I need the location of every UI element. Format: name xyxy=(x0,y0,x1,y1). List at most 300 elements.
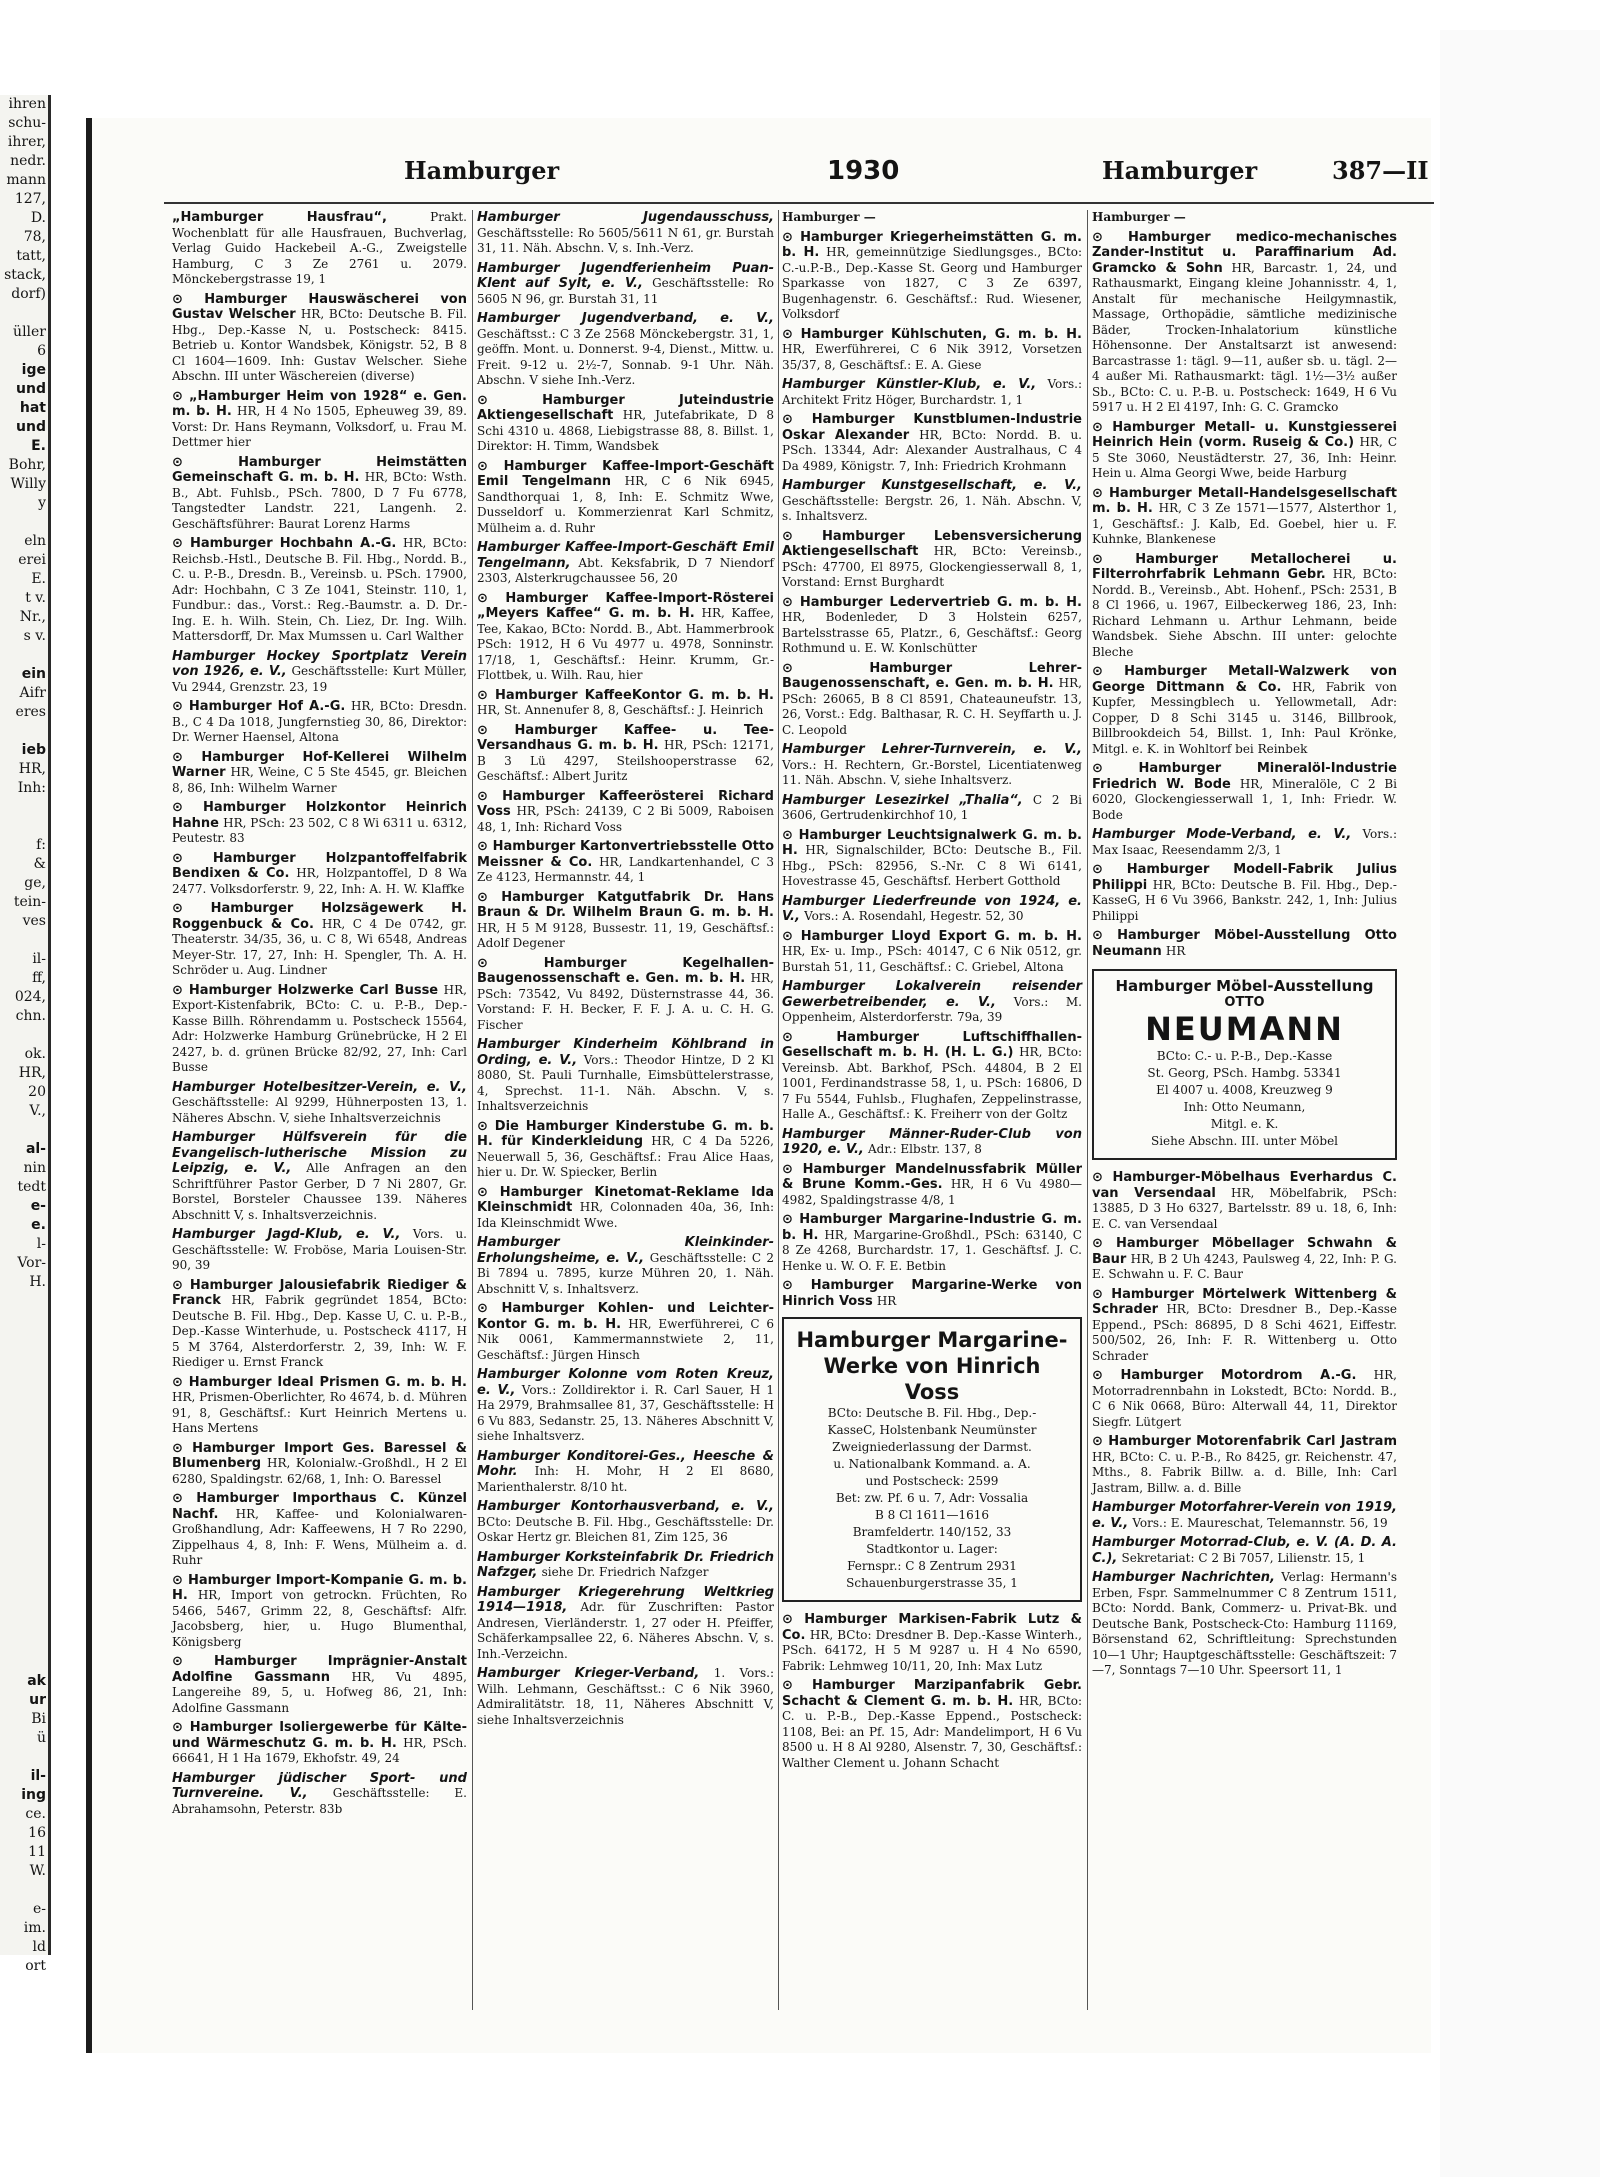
entry-details: HR, BCto: Dresdner B., Dep.-Kasse Eppend., PSch: 86895, D 8 Schi 4621, Eiffestr. 500/502, 26, Inh: F. R. Wittenberg u. Otto Schrader xyxy=(1092,1302,1397,1363)
entry-details: HR, Margarine-Großhdl., PSch: 63140, C 8 Ze 4268, Burchardstr. 17, 1. Geschäftsf. J. C. Henke u. W. O. F. E. Betbin xyxy=(782,1227,1082,1273)
entry-name: Hamburger Krieger-Verband, xyxy=(477,1666,700,1681)
entry-name: ⊙ Hamburger Lehrer-Baugenossenschaft, e. Gen. m. b. H. xyxy=(782,660,1082,691)
entry-name: Hamburger Kolonne vom Roten Kreuz, e. V., xyxy=(477,1367,774,1398)
directory-entry xyxy=(782,595,1082,657)
edge-fragment xyxy=(0,1425,48,1444)
directory-entry xyxy=(782,1212,1082,1274)
entry-details: HR, Ex- u. Imp., PSch: 40147, C 6 Nik 0512, gr. Burstah 51, 11, Geschäftsf.: C. Griebel, Altona xyxy=(782,944,1082,974)
column-divider xyxy=(472,210,473,2010)
entry-details: Adr. für Zuschriften: Pastor Andresen, Vierländerstr. 1, 27 oder H. Pfeiffer, Schäferkampsallee 22, 6. Näheres Abschn. V, s. Inh.-Verzeichn. xyxy=(477,1600,774,1661)
edge-fragment: mann xyxy=(6,172,46,188)
directory-entry xyxy=(172,1375,467,1437)
edge-fragment: 6 xyxy=(37,343,46,359)
edge-fragment: ihrer, xyxy=(7,134,46,150)
edge-fragment: E. xyxy=(31,438,46,454)
edge-fragment xyxy=(0,304,48,323)
edge-fragment: & xyxy=(33,856,46,872)
entry-name: ⊙ Hamburger Kinetomat-Reklame Ida Kleinschmidt xyxy=(477,1184,774,1215)
directory-entry xyxy=(1092,420,1397,482)
entry-details: HR, PSch: 24139, C 2 Bi 5009, Raboisen 48, 1, Inh: Richard Voss xyxy=(477,804,774,834)
entry-name: ⊙ Hamburger Mineralöl-Industrie Friedrich W. Bode xyxy=(1092,761,1397,792)
edge-fragment xyxy=(0,1995,48,2014)
entry-name: ⊙ Hamburger Jalousiefabrik Riediger & Franck xyxy=(172,1277,467,1308)
directory-entry xyxy=(1092,1236,1397,1283)
entry-name: ⊙ Hamburger Import Ges. Baressel & Blumenberg xyxy=(172,1440,467,1471)
entry-name: Hamburger Jugendausschuss, xyxy=(477,210,774,225)
column-1 xyxy=(172,210,467,2020)
directory-entry xyxy=(1092,486,1397,548)
edge-fragment: nin xyxy=(23,1160,46,1176)
directory-entry xyxy=(1092,1500,1397,1531)
directory-entry xyxy=(172,649,467,696)
running-head-right: Hamburger xyxy=(1102,156,1258,185)
entry-details: HR, Ewerführerei, C 6 Nik 0061, Kammermannstwiete 2, 11, Geschäftsf.: Jürgen Hinsch xyxy=(477,1316,774,1362)
entry-details: Geschäftsstelle: C 2 Bi 7894 u. 7895, kurze Mühren 20, 1. Näh. Abschnitt V, s. Inhaltsverz. xyxy=(477,1250,774,1296)
entry-details: HR, Landkartenhandel, C 3 Ze 4123, Hermannstr. 44, 1 xyxy=(477,854,775,884)
edge-fragment: Inh: xyxy=(17,780,46,796)
entry-name: Hamburger Motorfahrer-Verein von 1919, e. V., xyxy=(1092,1500,1397,1531)
edge-fragment: im. xyxy=(23,1920,46,1936)
entry-details: Vors.: M. Oppenheim, Alsterdorferstr. 79a, 39 xyxy=(782,994,1082,1024)
entry-name: ⊙ Hamburger Isoliergewerbe für Kälte- und Wärmeschutz G. m. b. H. xyxy=(172,1720,467,1751)
ad-line: BCto: C.- u. P.-B., Dep.-Kasse xyxy=(1156,1049,1333,1063)
entry-details: HR, BCto: Deutsche B. Fil. Hbg., Dep.-KasseG, H 6 Vu 3966, Bankstr. 242, 1, Inh: Julius Philippi xyxy=(1092,877,1397,923)
entry-name: ⊙ „Hamburger Heim von 1928“ e. Gen. m. b. H. xyxy=(172,388,467,419)
directory-entry xyxy=(477,1367,774,1445)
entry-name: Hamburger Kleinkinder-Erholungsheime, e. V., xyxy=(477,1235,774,1266)
directory-entry xyxy=(782,828,1082,890)
directory-entry xyxy=(172,1771,467,1818)
edge-fragment: ü xyxy=(36,1730,46,1746)
entry-details: Vors.: E. Maureschat, Telemannstr. 56, 19 xyxy=(1132,1515,1388,1530)
edge-fragment: Aifr xyxy=(19,685,46,701)
edge-fragment xyxy=(0,1539,48,1558)
ad-line: und Postscheck: 2599 xyxy=(865,1474,999,1488)
entry-name: Hamburger Korksteinfabrik Dr. Friedrich Nafzger, xyxy=(477,1549,774,1580)
entry-name: Hamburger jüdischer Sport- und Turnvereine. V., xyxy=(172,1770,467,1801)
entry-name: ⊙ Hamburger Markisen-Fabrik Lutz & Co. xyxy=(782,1612,1082,1643)
directory-entry xyxy=(1092,1434,1397,1496)
entry-details: Vors.: A. Rosendahl, Hegestr. 52, 30 xyxy=(804,909,1024,923)
edge-fragment: ge, xyxy=(24,875,46,891)
column-2 xyxy=(477,210,774,2020)
edge-fragment: eres xyxy=(15,704,46,720)
entry-name: Hamburger Kinderheim Köhlbrand in Ording, e. V., xyxy=(477,1037,774,1068)
entry-name: ⊙ Hamburger Möbellager Schwahn & Baur xyxy=(1092,1236,1397,1267)
entry-details: C 2 Bi 3606, Gertrudenkirchhof 10, 1 xyxy=(782,792,1082,822)
edge-fragment: 11 xyxy=(28,1844,46,1860)
entry-name: ⊙ Hamburger Holzpantoffelfabrik Bendixen & Co. xyxy=(172,850,467,881)
entry-name: ⊙ Hamburger Kohlen- und Leichter-Kontor G. m. b. H. xyxy=(477,1301,774,1332)
furniture-advertisement xyxy=(1092,969,1397,1160)
edge-fragment: 20 xyxy=(28,1084,46,1100)
entry-details: HR, BCto: Deutsche B. Fil. Hbg., Dep.-Kasse N, u. Postscheck: 8415. Betrieb u. Kontor Wandsbek, Königstr. 52, B 8 Cl 1604—1609. Inh: Gustav Welscher. Siehe Abschn. III unter Wäschereien (diverse) xyxy=(172,307,467,383)
edge-fragment xyxy=(0,1406,48,1425)
column-subheader: Hamburger — xyxy=(1092,210,1186,224)
edge-fragment: E. xyxy=(31,571,46,587)
directory-entry xyxy=(172,455,467,533)
entry-name: Hamburger Konditorei-Ges., Heesche & Mohr. xyxy=(477,1448,774,1479)
directory-entry xyxy=(477,210,774,257)
directory-entry xyxy=(1092,928,1397,959)
year-label: 1930 xyxy=(827,156,900,186)
edge-fragment: tein- xyxy=(13,894,46,910)
entry-name: Hamburger Lehrer-Turnverein, e. V., xyxy=(782,742,1082,757)
entry-name: ⊙ Hamburger Möbel-Ausstellung Otto Neumann xyxy=(1092,928,1397,959)
edge-fragment xyxy=(0,2090,48,2109)
edge-fragment xyxy=(0,798,48,817)
directory-entry xyxy=(477,723,774,785)
ad-line: Bet: zw. Pf. 6 u. 7, Adr: Vossalia xyxy=(835,1491,1029,1505)
entry-name: Hamburger Hülfsverein für die Evangelisch-lutherische Mission zu Leipzig, e. V., xyxy=(172,1130,467,1176)
entry-details: HR, B 2 Uh 4243, Paulsweg 4, 22, Inh: P. G. E. Schwahn u. F. C. Baur xyxy=(1092,1251,1397,1281)
entry-details: Prakt. Wochenblatt für alle Hausfrauen, Buchverlag, Verlag Guido Hackebeil A.-G., Zweigstelle Hamburg, C 3 Ze 2761 u. 2079. Mönckebergstrasse 19, 1 xyxy=(172,210,467,286)
edge-fragment xyxy=(0,1330,48,1349)
directory-entry xyxy=(172,983,467,1076)
edge-fragment xyxy=(0,931,48,950)
directory-entry xyxy=(477,688,774,719)
directory-entry xyxy=(782,1030,1082,1123)
directory-entry xyxy=(1092,1570,1397,1679)
entry-name: ⊙ Hamburger Kaffee-Import-Geschäft Emil Tengelmann xyxy=(477,458,774,489)
directory-entry xyxy=(172,389,467,451)
entry-name: ⊙ Hamburger Kaffeerösterei Richard Voss xyxy=(477,788,774,819)
edge-fragment xyxy=(0,513,48,532)
edge-fragment: f: xyxy=(36,837,46,853)
directory-entry xyxy=(477,890,774,952)
ad-line: KasseC, Holstenbank Neumünster xyxy=(827,1423,1037,1437)
entry-details: HR, PSch. 66641, H 1 Ha 1679, Ekhofstr. 49, 24 xyxy=(172,1735,467,1765)
entry-details: HR, PSch: 12171, B 3 Lü 4297, Steilshooperstrasse 62, Geschäftsf.: Albert Juritz xyxy=(477,738,774,783)
edge-fragment: dorf) xyxy=(11,286,46,302)
entry-name: ⊙ Hamburger Mandelnussfabrik Müller & Brune Komm.-Ges. xyxy=(782,1161,1082,1192)
edge-fragment: schu- xyxy=(8,115,46,131)
ad-line: Schauenburgerstrasse 35, 1 xyxy=(846,1576,1018,1590)
entry-name: Hamburger Männer-Ruder-Club von 1920, e. V., xyxy=(782,1126,1082,1157)
edge-fragment: HR, xyxy=(18,1065,46,1081)
edge-fragment: nedr. xyxy=(10,153,46,169)
directory-entry xyxy=(1092,1170,1397,1232)
entry-name: ⊙ Hamburger Lebensversicherung Aktiengesellschaft xyxy=(782,528,1082,559)
entry-name: ⊙ Hamburger Motorenfabrik Carl Jastram xyxy=(1092,1434,1397,1449)
entry-name: ⊙ Hamburger Lloyd Export G. m. b. H. xyxy=(782,928,1082,944)
ad-line: Mitgl. e. K. xyxy=(1210,1117,1279,1131)
edge-fragment: il- xyxy=(32,951,46,967)
edge-fragment xyxy=(0,646,48,665)
edge-fragment xyxy=(0,1368,48,1387)
ad-line: Inh: Otto Neumann, xyxy=(1183,1100,1306,1114)
edge-fragment xyxy=(0,2128,48,2147)
entry-details: HR, Signalschilder, BCto: Deutsche B., Fil. Hbg., PSch: 82956, S.-Nr. C 8 Wi 6141, Hovestrasse 45, Geschäftsf. Herbert Gotthold xyxy=(782,843,1082,888)
entry-name: Hamburger Jagd-Klub, e. V., xyxy=(172,1227,401,1242)
edge-fragment: ak xyxy=(27,1673,46,1689)
edge-fragment: s v. xyxy=(23,628,46,644)
directory-entry xyxy=(477,1301,774,1363)
directory-entry xyxy=(782,327,1082,374)
edge-fragment xyxy=(0,1881,48,1900)
entry-details: BCto: Deutsche B. Fil. Hbg., Geschäftsstelle: Dr. Oskar Hertz gr. Bleichen 81, Zim 125, 36 xyxy=(477,1514,774,1544)
edge-fragment: 78, xyxy=(23,229,46,245)
entry-name: ⊙ Hamburger Import-Kompanie G. m. b. H. xyxy=(172,1572,467,1603)
edge-fragment xyxy=(0,2052,48,2071)
edge-fragment: erei xyxy=(18,552,46,568)
entry-details: Geschäftsst.: C 3 Ze 2568 Mönckebergstr. 31, 1, geöffn. Mont. u. Donnerst. 9-4, Dienst., Mittw. u. Freit. 9-12 u. 2½-7, Sonnab. 9-1 Uhr. Näh. Abschn. V siehe Inh.-Verz. xyxy=(477,326,774,387)
entry-details: HR, Kaffee- und Kolonialwaren-Großhandlung, Adr: Kaffeewens, H 7 Ro 2290, Zippelhaus 4, 8, Inh: F. Wens, Mülheim a. d. Ruhr xyxy=(172,1506,467,1567)
edge-fragment: ld xyxy=(32,1939,46,1955)
ad-title-line: Werke von Hinrich Voss xyxy=(823,1354,1041,1404)
edge-fragment xyxy=(0,1520,48,1539)
edge-fragment: e- xyxy=(30,1198,46,1214)
edge-fragment: ves xyxy=(22,913,46,929)
edge-fragment: V., xyxy=(29,1103,46,1119)
entry-details: HR, Ewerführerei, C 6 Nik 3912, Vorsetzen 35/37, 8, Geschäftsf.: E. A. Giese xyxy=(782,342,1082,372)
entry-details: Vors.: Theodor Hintze, D 2 Kl 8080, St. Pauli Turnhalle, Eimsbüttelerstrasse, 4, Sprechst. 11-1. Näh. Abschn. V, s. Inhaltsverzeichnis xyxy=(477,1052,774,1113)
entry-details: HR, C 3 Ze 1571—1577, Alsterthor 1, 1, Geschäftsf.: J. Kalb, Ed. Goebel, hier u. F. Kuhnke, Blankenese xyxy=(1092,501,1397,546)
directory-entry xyxy=(172,1227,467,1274)
directory-entry xyxy=(477,1119,774,1181)
previous-page-edge xyxy=(0,95,51,1974)
edge-fragment: tedt xyxy=(17,1179,46,1195)
directory-entry xyxy=(1092,1368,1397,1430)
directory-entry xyxy=(477,789,774,836)
directory-entry xyxy=(782,230,1082,323)
entry-details: HR, BCto: Dresdn. B., C 4 Da 1018, Jungfernstieg 30, 86, Direktor: Dr. Werner Haensel, Altona xyxy=(172,699,467,744)
entry-details: HR, Holzpantoffel, D 8 Wa 2477. Volksdorferstr. 9, 22, Inh: A. H. W. Klaffke xyxy=(172,866,468,896)
ad-line: Bramfeldertr. 140/152, 33 xyxy=(852,1525,1012,1539)
directory-entry xyxy=(782,793,1082,824)
edge-fragment: al- xyxy=(25,1141,46,1157)
directory-entry xyxy=(1092,1287,1397,1365)
edge-fragment: 127, xyxy=(14,191,46,207)
ad-first-name: OTTO xyxy=(1224,994,1265,1010)
entry-name: ⊙ Hamburger Kühlschuten, G. m. b. H. xyxy=(782,326,1082,342)
edge-fragment: und xyxy=(16,381,46,397)
entry-details: Sekretariat: C 2 Bi 7057, Lilienstr. 15, 1 xyxy=(1121,1550,1366,1565)
edge-fragment: ein xyxy=(21,666,46,682)
ad-line: BCto: Deutsche B. Fil. Hbg., Dep.- xyxy=(827,1406,1037,1420)
directory-entry xyxy=(172,699,467,746)
entry-details: HR, Möbelfabrik, PSch: 13885, D 3 Ho 6327, Bartelsstr. 89 u. 18, 6, Inh: E. C. van Versendaal xyxy=(1092,1185,1397,1231)
entry-name: ⊙ Hamburger Kaffee-Import-Rösterei „Meyers Kaffee“ G. m. b. H. xyxy=(477,590,774,621)
margarine-advertisement xyxy=(782,1317,1082,1602)
edge-fragment: HR, xyxy=(18,761,46,777)
entry-name: Hamburger Lokalverein reisender Gewerbetreibender, e. V., xyxy=(782,979,1082,1010)
edge-fragment: W. xyxy=(29,1863,46,1879)
edge-fragment: ing xyxy=(21,1787,46,1803)
entry-details: siehe Dr. Friedrich Nafzger xyxy=(541,1565,709,1579)
edge-fragment: hat xyxy=(19,400,46,416)
entry-details: HR, BCto: Vereinsb., PSch: 47700, El 8975, Glockengiesserwall 8, 1, Vorstand: Ernst Burghardt xyxy=(782,544,1082,589)
column-divider xyxy=(1087,210,1088,2010)
edge-fragment: l- xyxy=(36,1236,46,1252)
edge-fragment xyxy=(0,1349,48,1368)
entry-name: ⊙ Hamburger Imprägnier-Anstalt Adolfine Gassmann xyxy=(172,1654,467,1685)
directory-entry xyxy=(782,1678,1082,1771)
directory-entry xyxy=(782,377,1082,408)
entry-details: HR, St. Annenufer 8, 8, Geschäftsf.: J. Heinrich xyxy=(477,703,764,717)
edge-fragment xyxy=(0,2147,48,2166)
directory-entry xyxy=(172,1080,467,1127)
directory-page xyxy=(86,118,1431,2053)
entry-details: Geschäftsstelle: Ro 5605 N 96, gr. Burstah 31, 11 xyxy=(477,276,774,306)
entry-name: Hamburger Mode-Verband, e. V., xyxy=(1092,827,1352,842)
directory-entry xyxy=(477,1185,774,1232)
ad-surname: NEUMANN xyxy=(1145,1010,1344,1048)
entry-details: HR, H 5 M 9128, Bussestr. 11, 19, Geschäftsf.: Adolf Degener xyxy=(477,920,774,950)
entry-name: ⊙ Hamburger Holzsägewerk H. Roggenbuck & Co. xyxy=(172,901,467,932)
edge-fragment: ihren xyxy=(8,96,46,112)
entry-name: ⊙ Hamburger Metall- u. Kunstgiesserei Heinrich Hein (vorm. Ruseig & Co.) xyxy=(1092,419,1397,450)
entry-name: ⊙ Hamburger Katgutfabrik Dr. Hans Braun & Dr. Wilhelm Braun G. m. b. H. xyxy=(477,889,774,920)
entry-details: HR, BCto: Wsth. B., Abt. Fuhlsb., PSch. 7800, D 7 Fu 6778, Tangstedter Landstr. 221, Langenh. 2. Geschäftsführer: Baurat Lorenz Harms xyxy=(172,470,467,531)
directory-entry xyxy=(782,1278,1082,1309)
edge-fragment xyxy=(0,2014,48,2033)
directory-entry xyxy=(477,839,774,886)
entry-name: ⊙ Hamburger Kartonvertriebsstelle Otto Meissner & Co. xyxy=(477,839,774,870)
entry-name: ⊙ Hamburger Modell-Fabrik Julius Philippi xyxy=(1092,862,1397,893)
directory-entry xyxy=(172,1573,467,1651)
entry-name: ⊙ Hamburger Mörtelwerk Wittenberg & Schrader xyxy=(1092,1286,1397,1317)
entry-details: HR, H 6 Vu 4980—4982, Spaldingstrasse 4/8, 1 xyxy=(782,1177,1082,1207)
entry-name: ⊙ Hamburger Hauswäscherei von Gustav Welscher xyxy=(172,291,467,322)
entry-details: HR, Kolonialw.-Großhdl., H 2 El 6280, Spaldingstr. 62/68, 1, Inh: O. Baressel xyxy=(172,1456,467,1486)
entry-details: HR xyxy=(1165,943,1186,958)
edge-fragment: ieb xyxy=(21,742,46,758)
edge-fragment xyxy=(0,817,48,836)
ad-line: Zweigniederlassung der Darmst. xyxy=(832,1440,1032,1454)
edge-fragment xyxy=(0,1653,48,1672)
entry-details: Abt. Keksfabrik, D 7 Niendorf 2303, Alsterkrugchaussee 56, 20 xyxy=(477,555,774,585)
directory-entry xyxy=(172,901,467,979)
ad-title-line: Hamburger Margarine- xyxy=(796,1328,1068,1352)
entry-name: ⊙ Hamburger KaffeeKontor G. m. b. H. xyxy=(477,687,774,703)
entry-details: Geschäftsstelle: Al 9299, Hühnerposten 13, 1. Näheres Abschn. V, siehe Inhaltsverzeichnis xyxy=(172,1095,467,1125)
directory-entry xyxy=(477,1550,774,1581)
entry-details: Adr.: Elbstr. 137, 8 xyxy=(867,1142,982,1156)
directory-entry xyxy=(172,536,467,645)
entry-details: HR, Fabrik gegründet 1854, BCto: Deutsche B. Fil. Hbg., Dep. Kasse U, C. u. P.-B., Dep.-Kasse Winterhude, u. Postscheck 4117, H 5 M 3764, Alsterdorferstr. 2, 39, Inh: W. F. Riediger u. Ernst Franck xyxy=(172,1293,467,1369)
directory-entry xyxy=(477,311,774,389)
edge-fragment xyxy=(0,1976,48,1995)
edge-fragment: t v. xyxy=(25,590,46,606)
entry-name: Hamburger Jugendferienheim Puan-Klent auf Sylt, e. V., xyxy=(477,260,774,291)
edge-fragment xyxy=(0,722,48,741)
entry-details: HR, Colonnaden 40a, 36, Inh: Ida Kleinschmidt Wwe. xyxy=(477,1200,774,1230)
directory-entry xyxy=(172,1441,467,1488)
edge-fragment xyxy=(0,1463,48,1482)
directory-entry xyxy=(1092,827,1397,858)
directory-entry xyxy=(477,1499,774,1546)
entry-name: ⊙ Hamburger Holzkontor Heinrich Hahne xyxy=(172,800,467,831)
directory-entry xyxy=(477,261,774,308)
directory-entry xyxy=(172,1130,467,1223)
entry-name: ⊙ Hamburger Leuchtsignalwerk G. m. b. H. xyxy=(782,827,1082,858)
directory-entry xyxy=(172,800,467,847)
entry-name: Hamburger Kaffee-Import-Geschäft Emil Tengelmann, xyxy=(477,540,774,571)
entry-details: HR, C 5 Ste 3060, Neustädterstr. 27, 36, Inh: Heinr. Hein u. Alma Georgi Wwe, beide Harburg xyxy=(1092,435,1397,480)
directory-entry xyxy=(477,956,774,1034)
scan-margin xyxy=(1440,30,1600,2177)
directory-entry xyxy=(172,1491,467,1569)
edge-fragment: Bohr, xyxy=(8,457,46,473)
edge-fragment xyxy=(0,1558,48,1577)
entry-name: Hamburger Kriegerehrung Weltkrieg 1914—1918, xyxy=(477,1584,774,1615)
entry-name: Hamburger Künstler-Klub, e. V., xyxy=(782,377,1037,392)
entry-details: HR, BCto: Reichsb.-Hstl., Deutsche B. Fil. Hbg., Nordd. B., C. u. P.-B., Dresdn. B., Vereinsb. u. PSch. 17900, Adr: Hochbahn, C 3 Ze 1041, Steinstr. 110, 1, Fundbur.: das., Vorst.: Reg.-Baumstr. a. D. Dr.-Ing. E. h. Wilh. Stein, Ch. Liez, Dr. Ing. Wilh. Mattersdorff, Dr. Max Mumssen u. Carl Walther xyxy=(172,536,467,643)
directory-entry xyxy=(782,742,1082,789)
running-head-left: Hamburger xyxy=(404,156,560,185)
page-number: 387—II xyxy=(1332,156,1429,185)
directory-entry xyxy=(477,459,774,537)
entry-details: HR, Prismen-Oberlichter, Ro 4674, b. d. Mühren 91, 8, Geschäftsf.: Kurt Heinrich Mertens u. Hans Mertens xyxy=(172,1390,467,1435)
directory-entry xyxy=(1092,1535,1397,1566)
edge-fragment: Vor- xyxy=(17,1255,46,1271)
entry-details: HR, H 4 No 1505, Epheuweg 39, 89. Vorst: Dr. Hans Reymann, Volksdorf, u. Frau M. Dettmer hier xyxy=(172,404,467,449)
entry-details: Vors.: Zolldirektor i. R. Carl Sauer, H 1 Ha 2979, Brahmsallee 81, 37, Geschäftsstelle: H 6 Vu 883, Sedanstr. 25, 13. Näheres Abschnitt V, siehe Inhaltsverz. xyxy=(477,1382,775,1443)
entry-name: ⊙ Hamburger Hof A.-G. xyxy=(172,699,346,714)
entry-name: ⊙ Hamburger Juteindustrie Aktiengesellschaft xyxy=(477,392,774,423)
entry-name: ⊙ Hamburger Heimstätten Gemeinschaft G. m. b. H. xyxy=(172,454,467,485)
entry-details: HR, Jutefabrikate, D 8 Schi 4310 u. 4868, Liebigstrasse 88, 8. Billst. 1, Direktor: H. Timm, Wandsbek xyxy=(477,408,774,453)
directory-entry xyxy=(477,1037,774,1115)
ad-line: Siehe Abschn. III. unter Möbel xyxy=(1150,1134,1339,1148)
directory-entry xyxy=(1092,664,1397,757)
entry-details: HR, BCto: Vereinsb. Abt. Barkhof, PSch. 44804, B 2 El 1001, Ferdinandstrasse 58, 1, u. PSch: 16806, D 7 Fu 5544, Fuhlsb., Flughafen, Zeppelinstrasse, Halle A., Geschäftsf.: K. Freiherr von der Goltz xyxy=(782,1045,1082,1121)
directory-entry xyxy=(477,591,774,684)
edge-fragment: Bi xyxy=(31,1711,46,1727)
entry-name: ⊙ Hamburger Margarine-Werke von Hinrich Voss xyxy=(782,1278,1082,1309)
entry-name: ⊙ Hamburger Holzwerke Carl Busse xyxy=(172,982,439,998)
directory-entry xyxy=(782,1162,1082,1209)
edge-fragment xyxy=(0,1577,48,1596)
directory-entry xyxy=(477,1585,774,1663)
entry-details: Geschäftsstelle: Kurt Müller, Vu 2944, Grenzstr. 23, 19 xyxy=(172,664,467,694)
directory-entry xyxy=(782,929,1082,976)
entry-details: Geschäftsstelle: Ro 5605/5611 N 61, gr. Burstah 31, 11. Näh. Abschn. V, s. Inh.-Verz. xyxy=(477,225,774,255)
entry-details: HR, Weine, C 5 Ste 4545, gr. Bleichen 8, 86, Inh: Wilhelm Warner xyxy=(172,765,467,795)
edge-fragment: 16 xyxy=(28,1825,46,1841)
edge-fragment: e. xyxy=(31,1217,46,1233)
entry-details: Geschäftsstelle: E. Abrahamsohn, Peterstr. 83b xyxy=(172,1786,467,1816)
directory-entry xyxy=(782,661,1082,739)
edge-fragment: üller xyxy=(13,324,46,340)
entry-name: ⊙ Hamburger Metall-Handelsgesellschaft m. b. H. xyxy=(1092,485,1397,516)
edge-fragment: Willy xyxy=(10,476,46,492)
entry-details: Vors.: H. Rechtern, Gr.-Borstel, Licentiatenweg 11. Näh. Abschn. V, siehe Inhaltsverz. xyxy=(782,757,1082,787)
entry-name: Hamburger Motorrad-Club, e. V. (A. D. A. C.), xyxy=(1092,1535,1397,1566)
directory-entry xyxy=(477,393,774,455)
entry-name: ⊙ Hamburger Kegelhallen-Baugenossenschaft e. Gen. m. b. H. xyxy=(477,955,774,986)
entry-details: HR, C 4 De 0742, gr. Theaterstr. 34/35, 36, u. C 8, Wi 6548, Andreas Meyer-Str. 17, 27, Inh: H. Spengler, Th. A. H. Schröder u. Aug. Lindner xyxy=(172,916,467,977)
edge-fragment xyxy=(0,1387,48,1406)
edge-fragment: H. xyxy=(29,1274,46,1290)
entry-name: Hamburger Liederfreunde von 1924, e. V., xyxy=(782,893,1082,924)
column-subheader: Hamburger — xyxy=(782,210,876,224)
entry-details: Alle Anfragen an den Schriftführer Pastor Gerber, D 7 Ni 2807, Gr. Borstel, Borsteler Chaussee 139. Näheres Abschnitt V, s. Inhaltsverzeichnis. xyxy=(172,1161,467,1222)
entry-name: Hamburger Nachrichten, xyxy=(1092,1570,1275,1585)
entry-name: Hamburger Kunstgesellschaft, e. V., xyxy=(782,478,1082,493)
edge-fragment: Nr., xyxy=(19,609,46,625)
directory-entry xyxy=(1092,862,1397,924)
entry-name: ⊙ Hamburger Kriegerheimstätten G. m. b. H. xyxy=(782,229,1082,260)
entry-name: ⊙ Die Hamburger Kinderstube G. m. b. H. für Kinderkleidung xyxy=(477,1118,774,1149)
entry-name: Hamburger Hockey Sportplatz Verein von 1926, e. V., xyxy=(172,648,467,679)
entry-details: HR, Kaffee, Tee, Kakao, BCto: Nordd. B., Abt. Hammerbrook PSch: 1912, H 6 Vu 4977 u. 4978, Sonninstr. 17/18, 1, Geschäftsf.: Heinr. Krumm, Gr.-Flottbek, u. Wilh. Rau, hier xyxy=(477,606,775,682)
edge-fragment xyxy=(0,1444,48,1463)
entry-name: „Hamburger Hausfrau“, xyxy=(172,210,387,225)
directory-entry xyxy=(172,851,467,898)
ad-line: u. Nationalbank Kommand. a. A. xyxy=(833,1457,1031,1471)
